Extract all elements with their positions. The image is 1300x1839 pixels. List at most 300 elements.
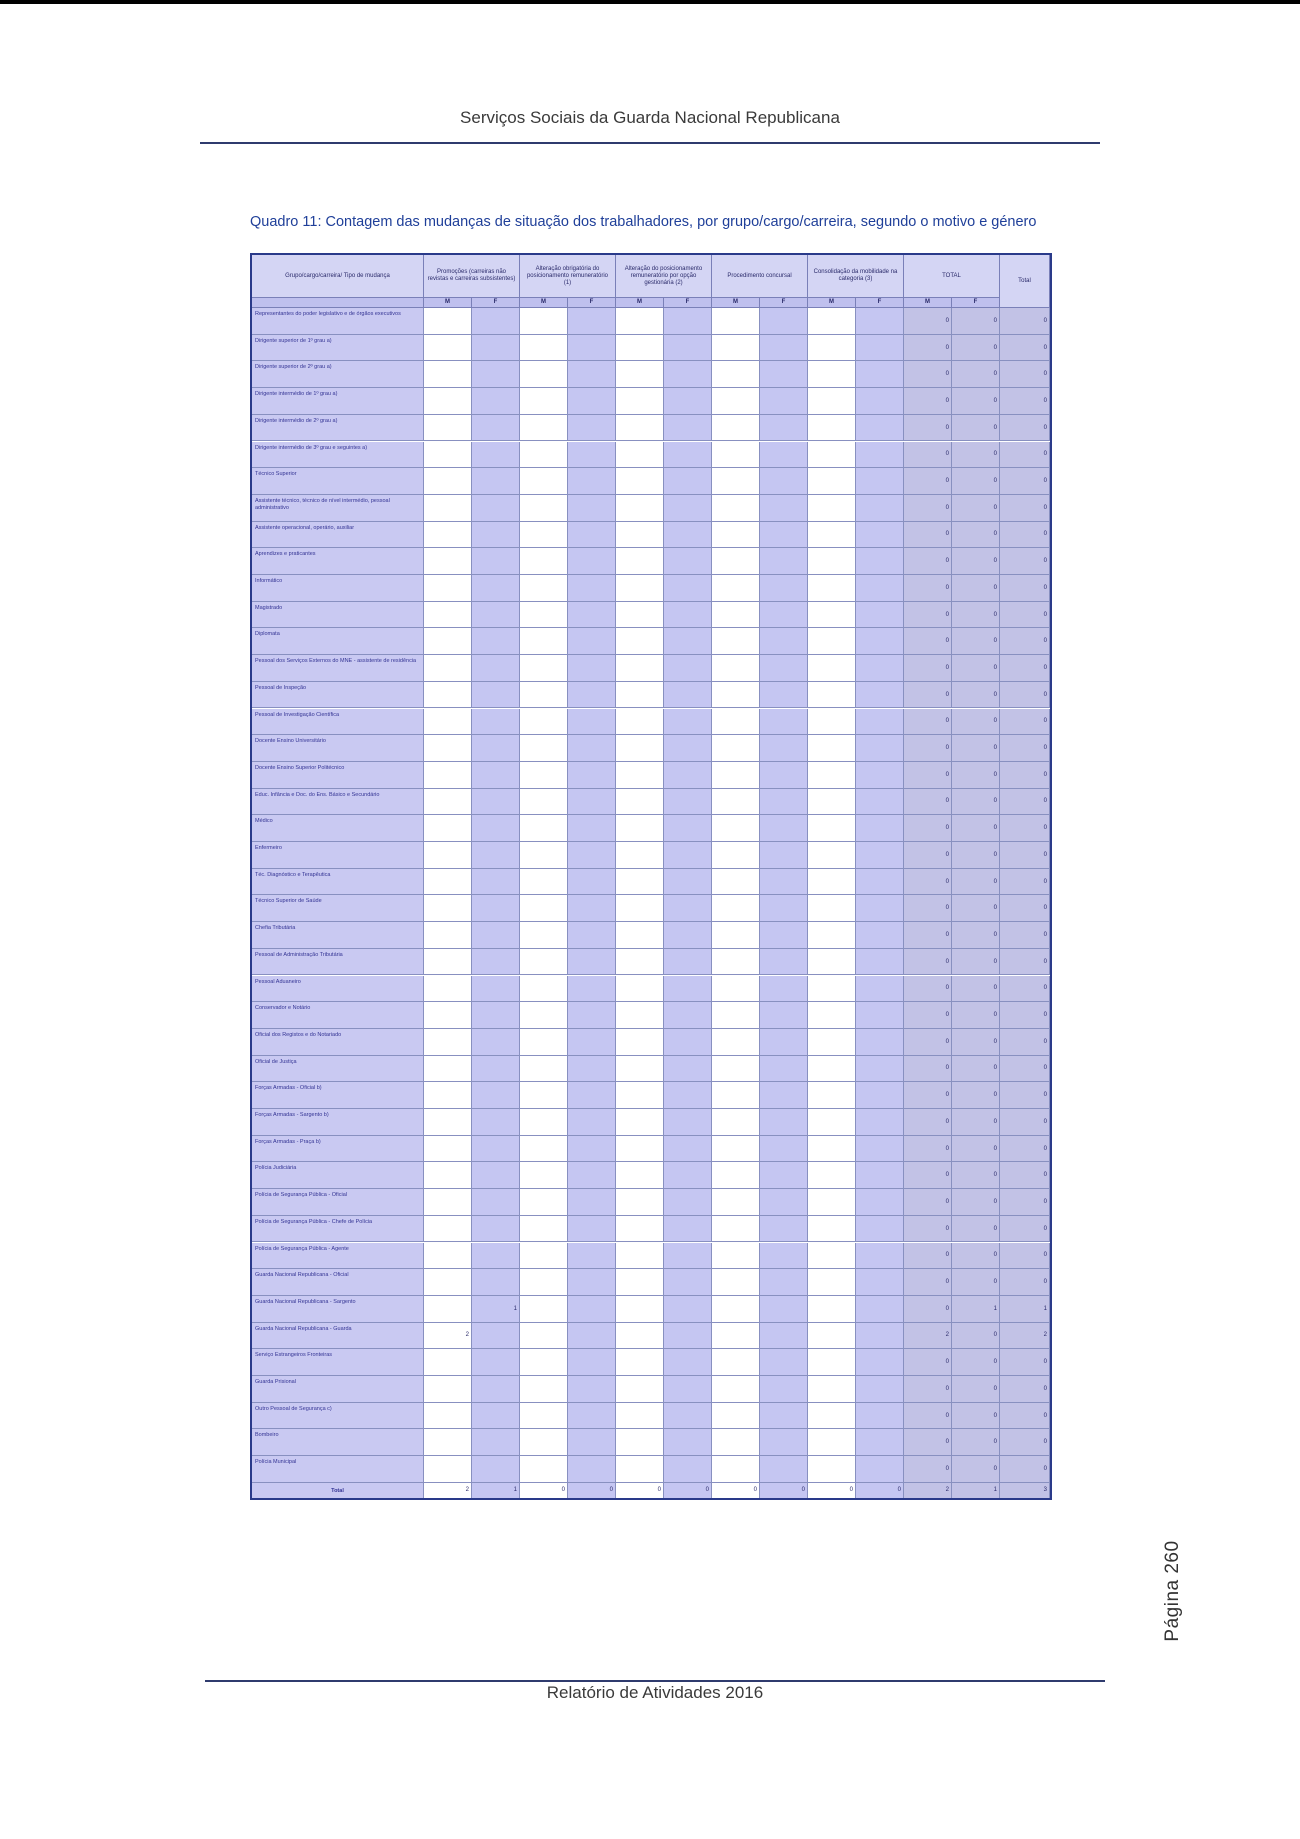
data-cell: [664, 548, 712, 574]
data-cell: [520, 628, 568, 654]
data-cell: 0: [904, 1189, 952, 1215]
data-cell: [664, 682, 712, 708]
data-cell: [568, 789, 616, 815]
data-cell: [568, 735, 616, 761]
data-cell: [808, 1456, 856, 1482]
data-cell: [712, 1429, 760, 1455]
data-cell: 0: [952, 495, 1000, 521]
data-cell: [808, 468, 856, 494]
data-cell: [424, 388, 472, 414]
data-cell: [520, 1269, 568, 1295]
data-cell: 0: [1000, 335, 1050, 361]
data-cell: [520, 976, 568, 1002]
total-cell: 2: [904, 1483, 952, 1498]
row-label: Pessoal de Inspeção: [252, 682, 424, 708]
row-label: Forças Armadas - Praça b): [252, 1136, 424, 1162]
data-cell: [856, 655, 904, 681]
data-cell: [616, 1082, 664, 1108]
data-cell: [520, 735, 568, 761]
data-cell: [808, 415, 856, 441]
row-label: Dirigente intermédio de 1º grau a): [252, 388, 424, 414]
data-cell: [616, 415, 664, 441]
total-cell: 0: [808, 1483, 856, 1498]
data-cell: 0: [952, 789, 1000, 815]
data-cell: [856, 1376, 904, 1402]
data-cell: [472, 1109, 520, 1135]
data-cell: [712, 468, 760, 494]
data-cell: [616, 335, 664, 361]
data-cell: [664, 1349, 712, 1375]
data-cell: [808, 602, 856, 628]
data-cell: [520, 548, 568, 574]
data-cell: 0: [952, 1189, 1000, 1215]
data-cell: [664, 1162, 712, 1188]
data-cell: [808, 575, 856, 601]
data-cell: 0: [952, 1323, 1000, 1349]
data-cell: [664, 1323, 712, 1349]
data-cell: [424, 976, 472, 1002]
row-label: Docente Ensino Universitário: [252, 735, 424, 761]
page-header: Serviços Sociais da Guarda Nacional Republicana: [460, 108, 840, 127]
data-cell: [808, 1216, 856, 1242]
data-cell: [472, 468, 520, 494]
data-cell: [472, 655, 520, 681]
data-cell: 0: [952, 709, 1000, 735]
data-cell: [808, 1376, 856, 1402]
data-cell: [760, 415, 808, 441]
table-row: [252, 762, 1050, 789]
page-number: [1158, 1536, 1188, 1646]
f-subheader: F: [760, 298, 808, 308]
data-cell: [712, 1056, 760, 1082]
data-cell: [760, 762, 808, 788]
data-cell: 0: [1000, 495, 1050, 521]
data-cell: [520, 442, 568, 468]
data-cell: [760, 1189, 808, 1215]
table-body: [252, 308, 1050, 1498]
header-divider: [200, 142, 1100, 144]
data-cell: [472, 735, 520, 761]
total-cell: 0: [712, 1483, 760, 1498]
data-cell: [856, 1109, 904, 1135]
group-header: Alteração obrigatória do posicionamento remuneratório (1): [520, 255, 616, 298]
data-cell: [808, 1403, 856, 1429]
data-cell: [472, 361, 520, 387]
data-cell: [616, 602, 664, 628]
data-cell: [424, 1162, 472, 1188]
data-cell: [808, 762, 856, 788]
data-cell: 0: [952, 468, 1000, 494]
m-subheader: M: [424, 298, 472, 308]
data-cell: [808, 976, 856, 1002]
m-subheader: M: [808, 298, 856, 308]
data-cell: 0: [1000, 815, 1050, 841]
data-cell: [568, 1109, 616, 1135]
data-cell: 0: [904, 1429, 952, 1455]
data-cell: 0: [952, 1269, 1000, 1295]
table-row: [252, 1002, 1050, 1029]
data-cell: [472, 895, 520, 921]
data-cell: [664, 709, 712, 735]
data-cell: [712, 735, 760, 761]
data-cell: [856, 735, 904, 761]
data-cell: [472, 1216, 520, 1242]
data-cell: [616, 548, 664, 574]
data-cell: [856, 1189, 904, 1215]
data-cell: [568, 842, 616, 868]
total-row: [252, 1483, 1050, 1498]
data-cell: [712, 308, 760, 334]
data-cell: [712, 1162, 760, 1188]
data-cell: [568, 335, 616, 361]
data-cell: 0: [904, 1002, 952, 1028]
data-cell: [424, 442, 472, 468]
data-cell: [568, 1376, 616, 1402]
table-row: [252, 1456, 1050, 1483]
data-cell: [856, 1002, 904, 1028]
data-cell: [760, 1136, 808, 1162]
data-cell: 0: [904, 361, 952, 387]
row-label: Aprendizes e praticantes: [252, 548, 424, 574]
data-cell: [568, 922, 616, 948]
data-cell: 0: [1000, 1109, 1050, 1135]
data-cell: 0: [904, 1109, 952, 1135]
data-cell: [520, 655, 568, 681]
data-cell: 0: [904, 842, 952, 868]
table-row: [252, 468, 1050, 495]
f-subheader: F: [952, 298, 1000, 308]
data-cell: [664, 335, 712, 361]
table-row: [252, 949, 1050, 976]
data-cell: [472, 442, 520, 468]
data-cell: [568, 1216, 616, 1242]
data-cell: 0: [904, 442, 952, 468]
data-cell: 0: [904, 628, 952, 654]
table-row: [252, 1243, 1050, 1270]
data-cell: [760, 1029, 808, 1055]
data-cell: 0: [1000, 1243, 1050, 1269]
data-cell: 0: [952, 575, 1000, 601]
group-header: Alteração do posicionamento remuneratório por opção gestionária (2): [616, 255, 712, 298]
data-cell: [760, 1349, 808, 1375]
data-cell: [472, 388, 520, 414]
table-row: [252, 308, 1050, 335]
data-cell: [856, 628, 904, 654]
data-cell: [760, 388, 808, 414]
data-cell: [424, 1456, 472, 1482]
data-cell: 0: [952, 442, 1000, 468]
data-cell: [616, 628, 664, 654]
data-cell: [808, 495, 856, 521]
data-cell: [808, 949, 856, 975]
data-cell: [856, 1162, 904, 1188]
data-cell: [856, 922, 904, 948]
data-cell: [712, 628, 760, 654]
data-cell: [568, 308, 616, 334]
data-cell: 0: [952, 869, 1000, 895]
row-label: Informático: [252, 575, 424, 601]
data-cell: 0: [952, 628, 1000, 654]
data-cell: [808, 1349, 856, 1375]
data-cell: 0: [952, 842, 1000, 868]
table-row: [252, 1162, 1050, 1189]
data-cell: [760, 842, 808, 868]
data-cell: [520, 495, 568, 521]
data-cell: 0: [952, 655, 1000, 681]
data-cell: [712, 1296, 760, 1322]
data-cell: [520, 1403, 568, 1429]
data-cell: [472, 575, 520, 601]
data-cell: [520, 1296, 568, 1322]
data-cell: [424, 548, 472, 574]
data-cell: [568, 976, 616, 1002]
data-cell: 0: [1000, 1456, 1050, 1482]
data-cell: [808, 789, 856, 815]
data-cell: [616, 308, 664, 334]
data-cell: [616, 682, 664, 708]
data-cell: [472, 335, 520, 361]
table-row: [252, 442, 1050, 469]
table-row: [252, 655, 1050, 682]
data-cell: 0: [904, 415, 952, 441]
table-row: [252, 335, 1050, 362]
data-cell: [616, 442, 664, 468]
row-label: Forças Armadas - Oficial b): [252, 1082, 424, 1108]
data-cell: [712, 709, 760, 735]
data-cell: [808, 628, 856, 654]
data-cell: [760, 442, 808, 468]
data-cell: [856, 1216, 904, 1242]
table-row: [252, 1056, 1050, 1083]
data-cell: [568, 815, 616, 841]
data-cell: [616, 1109, 664, 1135]
data-cell: [760, 602, 808, 628]
data-cell: [616, 1136, 664, 1162]
row-label: Assistente técnico, técnico de nível intermédio, pessoal administrativo: [252, 495, 424, 521]
data-cell: [760, 949, 808, 975]
group-header: Promoções (carreiras não revistas e carreiras subsistentes): [424, 255, 520, 298]
row-label: Oficial de Justiça: [252, 1056, 424, 1082]
data-cell: 0: [904, 735, 952, 761]
data-cell: [760, 1376, 808, 1402]
data-cell: [520, 1216, 568, 1242]
data-cell: 0: [1000, 548, 1050, 574]
data-cell: [856, 415, 904, 441]
data-cell: 0: [1000, 522, 1050, 548]
f-subheader: F: [472, 298, 520, 308]
total-cell: 0: [664, 1483, 712, 1498]
data-cell: 0: [1000, 1082, 1050, 1108]
data-cell: [808, 735, 856, 761]
data-cell: [520, 1429, 568, 1455]
table-row: [252, 1349, 1050, 1376]
data-cell: 0: [1000, 709, 1050, 735]
data-cell: [424, 842, 472, 868]
data-cell: [712, 442, 760, 468]
data-cell: 0: [952, 1109, 1000, 1135]
table-row: [252, 1403, 1050, 1430]
m-subheader: M: [520, 298, 568, 308]
data-cell: [616, 1296, 664, 1322]
data-cell: 0: [952, 735, 1000, 761]
data-cell: 0: [904, 1349, 952, 1375]
row-label: Diplomata: [252, 628, 424, 654]
data-cell: 0: [904, 335, 952, 361]
data-cell: [712, 361, 760, 387]
table-row: [252, 1429, 1050, 1456]
m-subheader: M: [712, 298, 760, 308]
data-cell: [664, 602, 712, 628]
data-cell: [712, 1456, 760, 1482]
data-cell: 0: [952, 548, 1000, 574]
row-label: Polícia de Segurança Pública - Agente: [252, 1243, 424, 1269]
data-cell: [568, 655, 616, 681]
data-cell: [760, 495, 808, 521]
data-cell: [760, 308, 808, 334]
data-cell: 0: [952, 335, 1000, 361]
data-cell: [520, 415, 568, 441]
data-cell: [856, 1056, 904, 1082]
data-cell: 0: [904, 1056, 952, 1082]
row-label: Oficial dos Registos e do Notariado: [252, 1029, 424, 1055]
total-cell: 0: [856, 1483, 904, 1498]
data-cell: [520, 361, 568, 387]
data-cell: [664, 789, 712, 815]
table-row: [252, 709, 1050, 736]
data-cell: [808, 1323, 856, 1349]
data-cell: [664, 1136, 712, 1162]
table-row: [252, 976, 1050, 1003]
table-row: [252, 548, 1050, 575]
data-cell: [808, 1189, 856, 1215]
data-cell: [472, 976, 520, 1002]
data-cell: [760, 655, 808, 681]
data-cell: [712, 976, 760, 1002]
data-cell: [664, 735, 712, 761]
data-cell: [664, 1056, 712, 1082]
data-cell: [424, 1216, 472, 1242]
data-cell: 0: [952, 976, 1000, 1002]
data-cell: [808, 522, 856, 548]
data-cell: [472, 1136, 520, 1162]
data-cell: [616, 1376, 664, 1402]
data-cell: 0: [904, 949, 952, 975]
data-cell: [712, 1216, 760, 1242]
m-subheader: M: [616, 298, 664, 308]
data-cell: 0: [1000, 628, 1050, 654]
data-cell: [712, 1269, 760, 1295]
data-cell: [664, 1456, 712, 1482]
row-label: Polícia Judiciária: [252, 1162, 424, 1188]
data-cell: [568, 1056, 616, 1082]
data-cell: [568, 1082, 616, 1108]
data-cell: [472, 415, 520, 441]
total-cell: 0: [616, 1483, 664, 1498]
data-cell: 0: [1000, 949, 1050, 975]
data-cell: 2: [904, 1323, 952, 1349]
data-cell: [856, 522, 904, 548]
data-cell: [520, 1243, 568, 1269]
data-cell: 0: [1000, 842, 1050, 868]
data-cell: [472, 1403, 520, 1429]
data-cell: [472, 1243, 520, 1269]
data-cell: [568, 1162, 616, 1188]
data-cell: [424, 361, 472, 387]
data-cell: [712, 1029, 760, 1055]
data-cell: 0: [1000, 976, 1050, 1002]
data-cell: [472, 1376, 520, 1402]
data-cell: [568, 1189, 616, 1215]
data-cell: [568, 468, 616, 494]
row-label: Outro Pessoal de Segurança c): [252, 1403, 424, 1429]
data-cell: [712, 415, 760, 441]
data-cell: [808, 548, 856, 574]
row-label: Técnico Superior: [252, 468, 424, 494]
data-cell: [808, 895, 856, 921]
row-label: Representantes do poder legislativo e de órgãos executivos: [252, 308, 424, 334]
label-column-header: Grupo/cargo/carreira/ Tipo de mudança: [252, 255, 424, 298]
data-cell: [856, 1349, 904, 1375]
data-cell: [424, 682, 472, 708]
table-row: [252, 1269, 1050, 1296]
data-cell: [616, 522, 664, 548]
data-cell: 0: [952, 895, 1000, 921]
data-cell: 0: [904, 1216, 952, 1242]
table-row: [252, 388, 1050, 415]
data-cell: [520, 1376, 568, 1402]
data-cell: [712, 895, 760, 921]
table-row: [252, 1109, 1050, 1136]
data-cell: [856, 789, 904, 815]
data-cell: [568, 709, 616, 735]
data-cell: [856, 762, 904, 788]
row-label: Dirigente intermédio de 3º grau e seguintes a): [252, 442, 424, 468]
data-cell: 0: [952, 1403, 1000, 1429]
data-cell: [808, 1296, 856, 1322]
data-cell: 0: [904, 1269, 952, 1295]
data-cell: 0: [1000, 602, 1050, 628]
data-cell: [424, 949, 472, 975]
data-cell: [760, 1429, 808, 1455]
data-cell: 0: [904, 922, 952, 948]
data-cell: [568, 762, 616, 788]
data-cell: [808, 1136, 856, 1162]
data-cell: 0: [1000, 682, 1050, 708]
data-cell: [472, 1002, 520, 1028]
row-label: Dirigente superior de 1º grau a): [252, 335, 424, 361]
data-cell: [856, 1456, 904, 1482]
data-cell: [424, 1056, 472, 1082]
data-cell: [664, 869, 712, 895]
data-cell: [760, 1216, 808, 1242]
table-row: [252, 495, 1050, 522]
data-cell: [424, 655, 472, 681]
data-cell: 0: [904, 308, 952, 334]
total-cell: 1: [472, 1483, 520, 1498]
data-cell: [424, 1429, 472, 1455]
data-cell: [472, 1269, 520, 1295]
data-cell: [808, 842, 856, 868]
page-footer: Relatório de Atividades 2016: [546, 1683, 764, 1702]
data-cell: [760, 1109, 808, 1135]
data-cell: [568, 1456, 616, 1482]
data-cell: [424, 1002, 472, 1028]
data-cell: [856, 1403, 904, 1429]
data-cell: [760, 468, 808, 494]
data-cell: [760, 976, 808, 1002]
table-row: [252, 415, 1050, 442]
data-cell: [712, 949, 760, 975]
